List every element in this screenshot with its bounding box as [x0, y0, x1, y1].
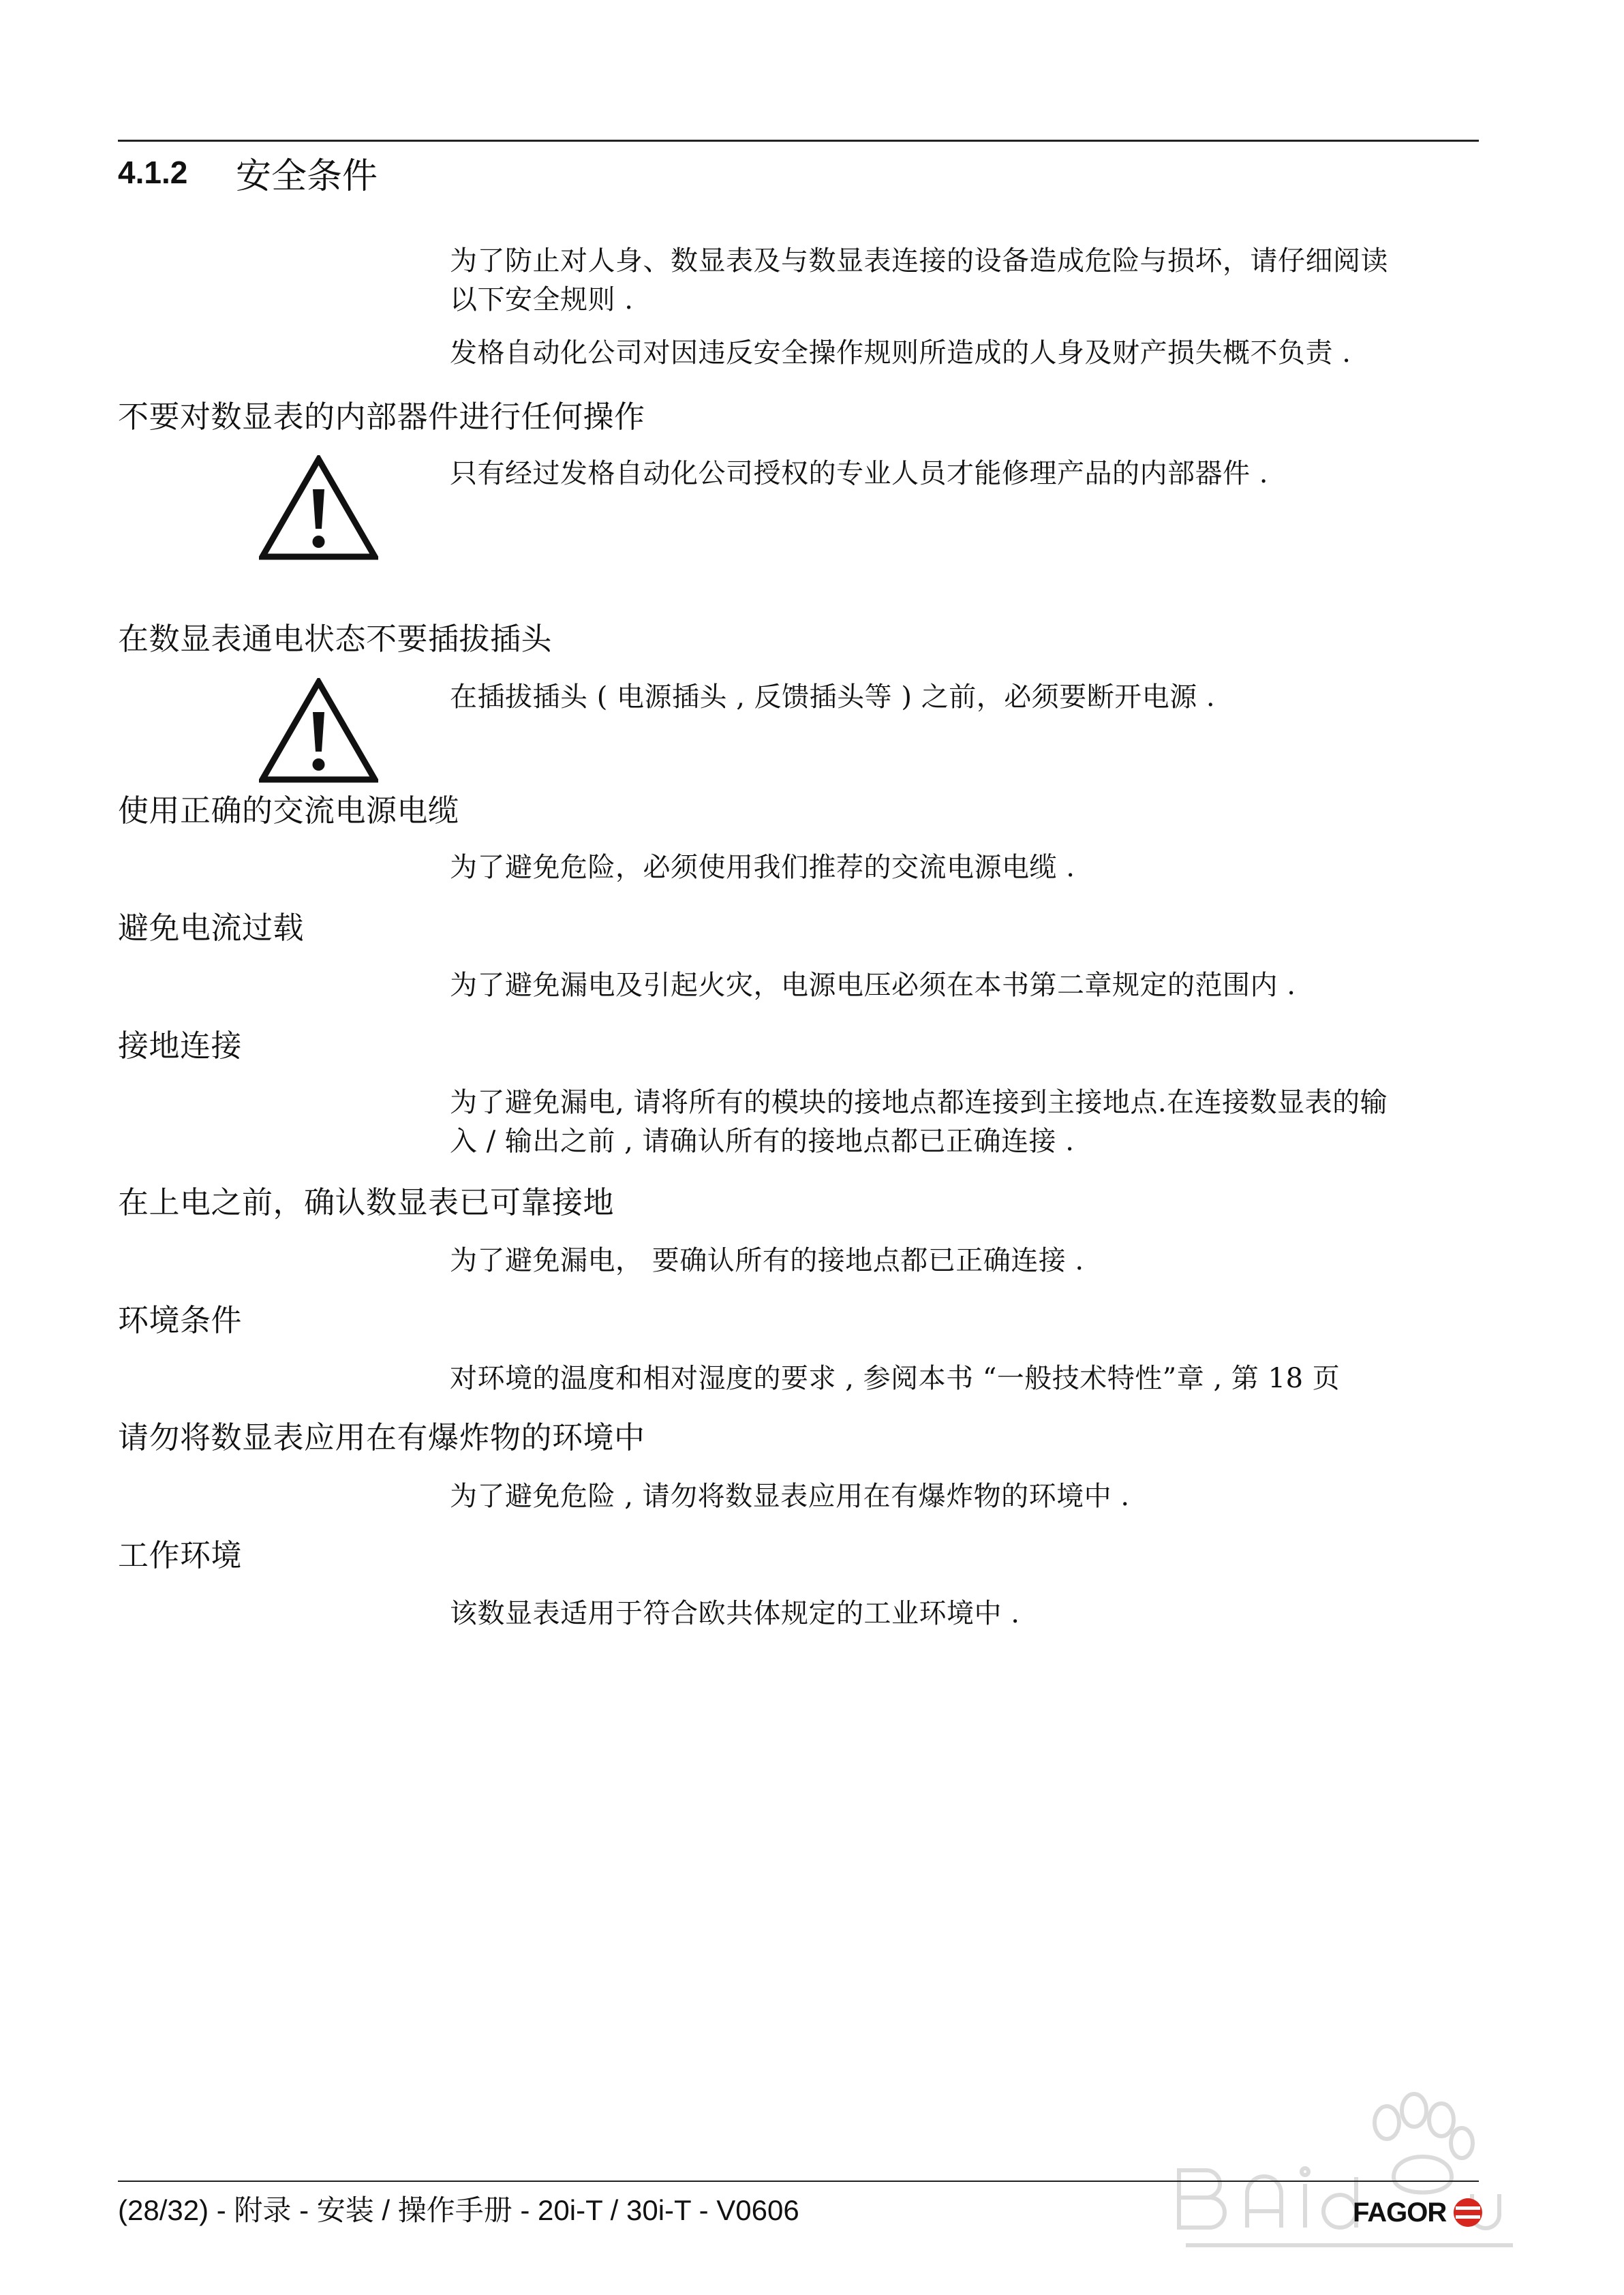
- rule-text-grounding: [450, 1083, 1486, 1161]
- rule-heading-ground-before-power: 在上电之前，确认数显表已可靠接地: [118, 1184, 615, 1220]
- rule-heading-internal-parts: 不要对数显表的内部器件进行任何操作: [118, 399, 645, 435]
- disclaimer-paragraph: 发格自动化公司对因违反安全操作规则所造成的人身及财产损失概不负责 .: [450, 337, 1351, 369]
- rule-text-grounding-line-1: 为了避免漏电, 请将所有的模块的接地点都连接到主接地点.在连接数显表的输: [450, 1087, 1388, 1118]
- top-rule: [118, 140, 1479, 142]
- page-footer: (28/32) - 附录 - 安装 / 操作手册 - 20i-T / 30i-T - V0606: [118, 2194, 799, 2226]
- fagor-logo-icon: [1449, 2196, 1487, 2230]
- rule-heading-overload: 避免电流过载: [118, 910, 305, 946]
- intro-line-1: 为了防止对人身、数显表及与数显表连接的设备造成危险与损坏，请仔细阅读: [450, 245, 1388, 277]
- warning-triangle-icon: [259, 678, 378, 784]
- rule-text-ac-cable: 为了避免危险，必须使用我们推荐的交流电源电缆 .: [450, 852, 1075, 883]
- rule-heading-environment: 环境条件: [118, 1302, 243, 1338]
- rule-heading-explosive: 请勿将数显表应用在有爆炸物的环境中: [118, 1419, 645, 1455]
- intro-line-2: 以下安全规则 .: [450, 284, 634, 315]
- rule-text-overload: 为了避免漏电及引起火灾，电源电压必须在本书第二章规定的范围内 .: [450, 970, 1296, 1001]
- rule-text-internal-parts: 只有经过发格自动化公司授权的专业人员才能修理产品的内部器件 .: [450, 458, 1268, 489]
- rule-text-explosive: 为了避免危险 , 请勿将数显表应用在有爆炸物的环境中 .: [450, 1481, 1130, 1512]
- section-title: 安全条件: [236, 155, 378, 197]
- rule-heading-work-environment: 工作环境: [118, 1537, 243, 1573]
- rule-text-work-environment: 该数显表适用于符合欧共体规定的工业环境中 .: [450, 1598, 1020, 1629]
- rule-heading-no-hot-plug: 在数显表通电状态不要插拔插头: [118, 621, 553, 657]
- baidu-jingyan-watermark: [1159, 2075, 1540, 2273]
- section-number: 4.1.2: [118, 155, 188, 190]
- rule-heading-grounding: 接地连接: [118, 1028, 243, 1064]
- bottom-rule: [118, 2181, 1479, 2182]
- rule-text-environment: 对环境的温度和相对湿度的要求 , 参阅本书 “一般技术特性”章 , 第 18 页: [450, 1363, 1340, 1394]
- rule-heading-ac-cable: 使用正确的交流电源电缆: [118, 792, 459, 829]
- rule-text-grounding-line-2: 入 / 输出之前 , 请确认所有的接地点都已正确连接 .: [450, 1126, 1075, 1157]
- rule-text-no-hot-plug: 在插拔插头 ( 电源插头 , 反馈插头等 ) 之前，必须要断开电源 .: [450, 681, 1216, 713]
- section-heading: [118, 149, 378, 196]
- rule-text-ground-before-power: 为了避免漏电， 要确认所有的接地点都已正确连接 .: [450, 1245, 1084, 1276]
- brand-logo: [1353, 2196, 1487, 2230]
- warning-triangle-icon: [259, 455, 378, 561]
- intro-paragraph: [450, 242, 1486, 320]
- brand-name: FAGOR: [1353, 2197, 1447, 2228]
